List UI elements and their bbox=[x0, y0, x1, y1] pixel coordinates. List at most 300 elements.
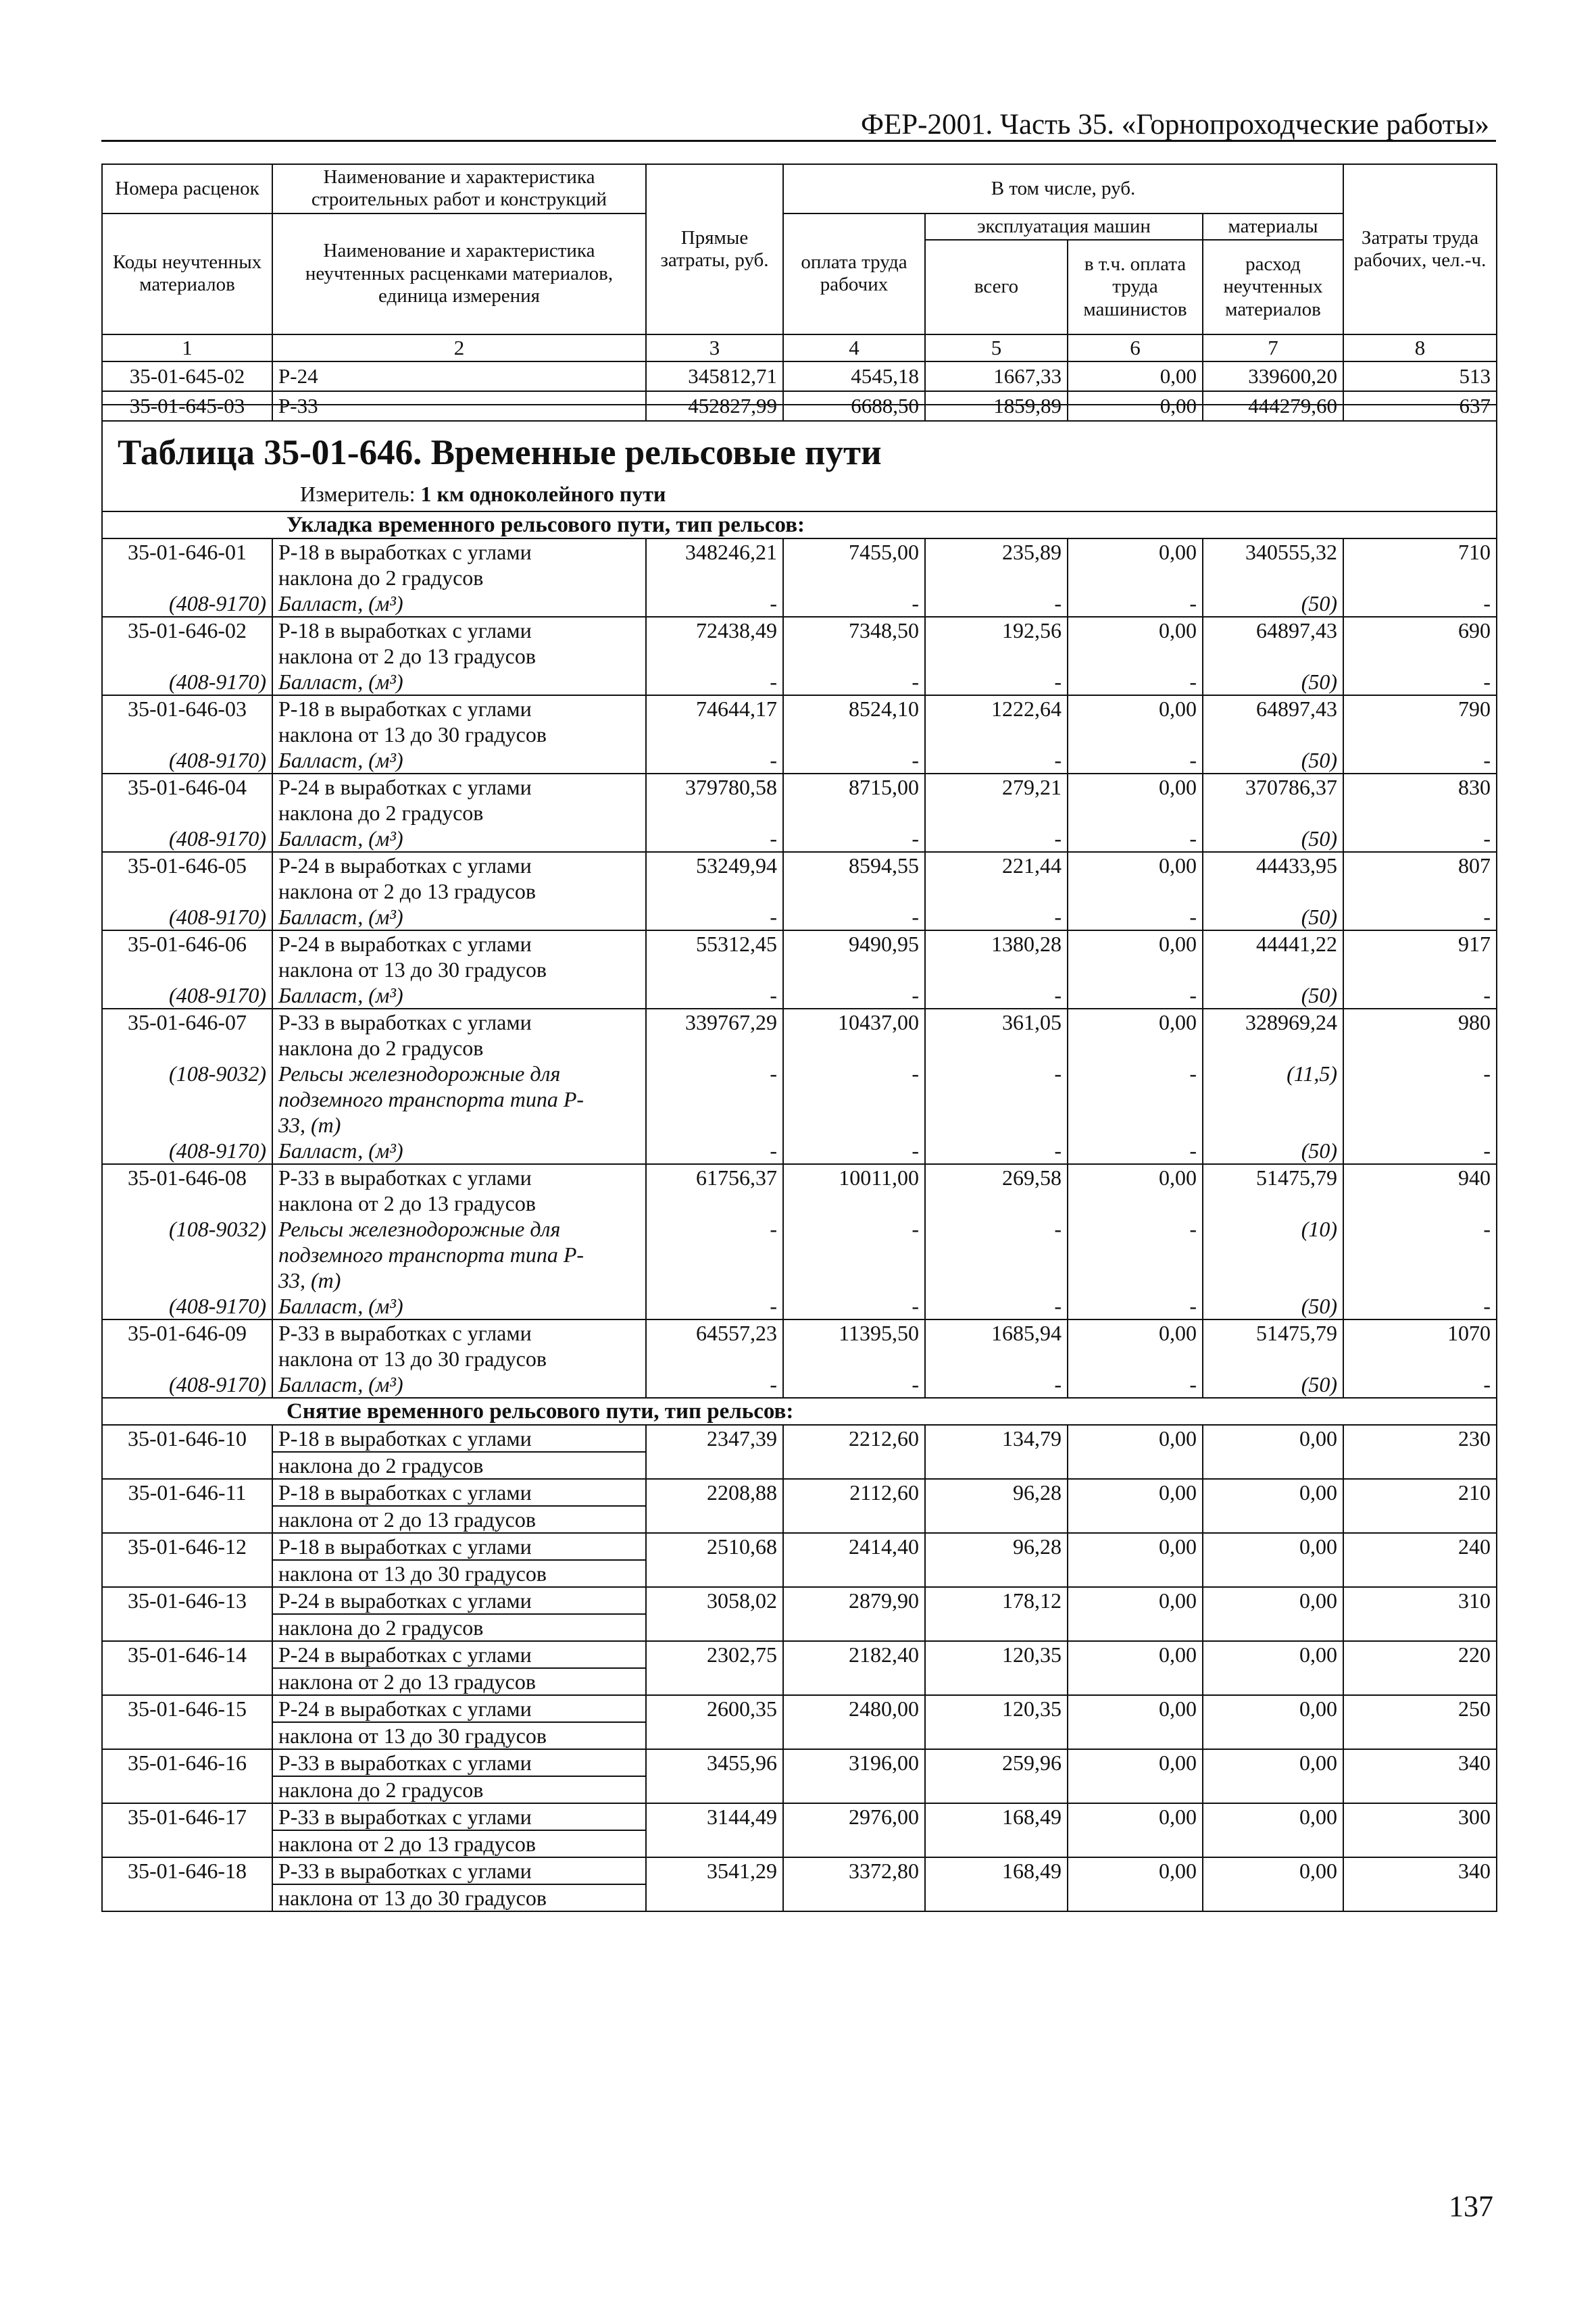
value-materials: 0,00 bbox=[1203, 1857, 1343, 1911]
spacer bbox=[925, 1035, 1068, 1061]
value-mach_labor: 0,00 bbox=[1068, 361, 1203, 391]
value-mach: 1222,64 bbox=[925, 695, 1068, 722]
rate-name: наклона до 2 градусов bbox=[272, 1614, 646, 1641]
value-mach: 1667,33 bbox=[925, 361, 1068, 391]
value-hours: 690 bbox=[1343, 617, 1497, 643]
table-title: Таблица 35-01-646. Временные рельсовые пути bbox=[118, 433, 882, 472]
table-row bbox=[102, 774, 1497, 800]
rate-name: Р-18 в выработках с углами bbox=[272, 1479, 646, 1506]
value-hours: 230 bbox=[1343, 1425, 1497, 1479]
material-qty: (50) bbox=[1203, 590, 1343, 617]
spacer bbox=[1343, 1112, 1497, 1138]
column-number: 6 bbox=[1068, 334, 1203, 361]
dash: - bbox=[1343, 669, 1497, 695]
spacer bbox=[1068, 878, 1203, 904]
rate-name: Р-18 в выработках с углами bbox=[272, 1425, 646, 1452]
value-labor: 2480,00 bbox=[783, 1695, 925, 1749]
value-mach: 178,12 bbox=[925, 1587, 1068, 1641]
dash: - bbox=[1343, 982, 1497, 1009]
materials-header: материалы bbox=[1203, 213, 1343, 240]
spacer bbox=[783, 1346, 925, 1372]
value-mach_labor: 0,00 bbox=[1068, 1533, 1203, 1587]
value-hours: 300 bbox=[1343, 1803, 1497, 1857]
value-direct: 53249,94 bbox=[646, 852, 783, 878]
value-hours: 940 bbox=[1343, 1164, 1497, 1190]
table-row bbox=[102, 1164, 1497, 1190]
spacer bbox=[1343, 1086, 1497, 1112]
spacer bbox=[925, 1086, 1068, 1112]
rate-name: наклона до 2 градусов bbox=[272, 800, 646, 826]
spacer bbox=[1068, 1346, 1203, 1372]
material-code: (408-9170) bbox=[102, 1138, 272, 1164]
value-mach: 192,56 bbox=[925, 617, 1068, 643]
header-rule bbox=[101, 140, 1496, 142]
rate-name: наклона до 2 градусов bbox=[272, 1035, 646, 1061]
rate-name: Р-24 в выработках с углами bbox=[272, 930, 646, 957]
value-hours: 340 bbox=[1343, 1857, 1497, 1911]
spacer bbox=[1203, 643, 1343, 669]
spacer bbox=[1068, 1086, 1203, 1112]
dash: - bbox=[1343, 1138, 1497, 1164]
rate-name: наклона до 2 градусов bbox=[272, 565, 646, 590]
material-name: подземного транспорта типа Р- bbox=[272, 1242, 646, 1267]
value-hours: 513 bbox=[1343, 361, 1497, 391]
spacer bbox=[646, 565, 783, 590]
dash: - bbox=[925, 1061, 1068, 1086]
rate-name: Р-33 в выработках с углами bbox=[272, 1857, 646, 1884]
material-code: (408-9170) bbox=[102, 1293, 272, 1319]
dash: - bbox=[1343, 1216, 1497, 1242]
col1-bottom-header: Коды неучтенных материалов bbox=[102, 213, 272, 334]
value-materials: 0,00 bbox=[1203, 1587, 1343, 1641]
col1-top-header: Номера расценок bbox=[102, 164, 272, 213]
spacer bbox=[646, 722, 783, 747]
value-labor: 2212,60 bbox=[783, 1425, 925, 1479]
material-qty: (50) bbox=[1203, 669, 1343, 695]
section-heading: Укладка временного рельсового пути, тип рельсов: bbox=[102, 511, 1497, 538]
value-materials: 44441,22 bbox=[1203, 930, 1343, 957]
table-row bbox=[102, 1749, 1497, 1776]
dash: - bbox=[783, 1293, 925, 1319]
dash: - bbox=[925, 826, 1068, 852]
dash: - bbox=[646, 1372, 783, 1398]
table-row bbox=[102, 1035, 1497, 1061]
spacer bbox=[1343, 1346, 1497, 1372]
material-code: (408-9170) bbox=[102, 590, 272, 617]
spacer bbox=[1343, 957, 1497, 982]
spacer bbox=[925, 643, 1068, 669]
rate-name: Р-24 в выработках с углами bbox=[272, 1587, 646, 1614]
value-materials: 64897,43 bbox=[1203, 695, 1343, 722]
spacer bbox=[102, 1086, 272, 1112]
value-hours: 340 bbox=[1343, 1749, 1497, 1803]
material-code: (108-9032) bbox=[102, 1216, 272, 1242]
rate-name: Р-33 в выработках с углами bbox=[272, 1009, 646, 1035]
spacer bbox=[646, 1190, 783, 1216]
value-hours: 240 bbox=[1343, 1533, 1497, 1587]
value-hours: 637 bbox=[1343, 391, 1497, 421]
measure-label: Измеритель: bbox=[300, 482, 421, 506]
dash: - bbox=[646, 982, 783, 1009]
spacer bbox=[925, 1112, 1068, 1138]
value-mach: 120,35 bbox=[925, 1695, 1068, 1749]
value-materials: 0,00 bbox=[1203, 1695, 1343, 1749]
spacer bbox=[646, 643, 783, 669]
rate-code: 35-01-646-03 bbox=[102, 695, 272, 722]
spacer bbox=[646, 1346, 783, 1372]
dash: - bbox=[1343, 590, 1497, 617]
dash: - bbox=[1068, 982, 1203, 1009]
spacer bbox=[925, 1190, 1068, 1216]
value-direct: 3058,02 bbox=[646, 1587, 783, 1641]
dash: - bbox=[925, 669, 1068, 695]
value-mach: 269,58 bbox=[925, 1164, 1068, 1190]
spacer bbox=[783, 722, 925, 747]
table-row bbox=[102, 617, 1497, 643]
rate-code: 35-01-646-14 bbox=[102, 1641, 272, 1695]
table-row bbox=[102, 852, 1497, 878]
material-qty: (11,5) bbox=[1203, 1061, 1343, 1086]
dash: - bbox=[925, 1138, 1068, 1164]
rate-code: 35-01-646-06 bbox=[102, 930, 272, 957]
col2-bottom-header: Наименование и характеристика неучтенных расценками материалов, единица измерения bbox=[272, 213, 646, 334]
spacer bbox=[102, 878, 272, 904]
spacer bbox=[102, 800, 272, 826]
rate-name: наклона до 2 градусов bbox=[272, 1452, 646, 1479]
spacer bbox=[1068, 957, 1203, 982]
material-name: 33, (т) bbox=[272, 1267, 646, 1293]
rate-name: Р-24 в выработках с углами bbox=[272, 852, 646, 878]
material-qty: (10) bbox=[1203, 1216, 1343, 1242]
value-mach: 96,28 bbox=[925, 1479, 1068, 1533]
rate-name: Р-18 в выработках с углами bbox=[272, 617, 646, 643]
material-qty: (50) bbox=[1203, 1293, 1343, 1319]
material-name: Балласт, (м³) bbox=[272, 590, 646, 617]
value-mach: 120,35 bbox=[925, 1641, 1068, 1695]
value-direct: 72438,49 bbox=[646, 617, 783, 643]
value-hours: 790 bbox=[1343, 695, 1497, 722]
value-mach: 259,96 bbox=[925, 1749, 1068, 1803]
spacer bbox=[1203, 1035, 1343, 1061]
value-materials: 0,00 bbox=[1203, 1803, 1343, 1857]
dash: - bbox=[1068, 826, 1203, 852]
rate-code: 35-01-646-05 bbox=[102, 852, 272, 878]
running-header: ФЕР-2001. Часть 35. «Горнопроходческие работы» bbox=[861, 109, 1489, 141]
value-direct: 74644,17 bbox=[646, 695, 783, 722]
spacer bbox=[1068, 1112, 1203, 1138]
material-name: Балласт, (м³) bbox=[272, 747, 646, 774]
value-direct: 3455,96 bbox=[646, 1749, 783, 1803]
dash: - bbox=[646, 1061, 783, 1086]
value-mach_labor: 0,00 bbox=[1068, 1425, 1203, 1479]
value-direct: 2510,68 bbox=[646, 1533, 783, 1587]
unaccounted-materials-header: расход неучтенных материалов bbox=[1203, 240, 1343, 334]
value-hours: 710 bbox=[1343, 538, 1497, 565]
table-row bbox=[102, 1857, 1497, 1884]
column-number: 5 bbox=[925, 334, 1068, 361]
value-labor: 2976,00 bbox=[783, 1803, 925, 1857]
value-materials: 51475,79 bbox=[1203, 1164, 1343, 1190]
dash: - bbox=[925, 1216, 1068, 1242]
value-hours: 210 bbox=[1343, 1479, 1497, 1533]
direct-costs-header: Прямые затраты, руб. bbox=[646, 164, 783, 334]
spacer bbox=[1203, 722, 1343, 747]
value-labor: 7348,50 bbox=[783, 617, 925, 643]
value-labor: 6688,50 bbox=[783, 391, 925, 421]
spacer bbox=[783, 1242, 925, 1267]
rate-name: Р-33 в выработках с углами bbox=[272, 1749, 646, 1776]
spacer bbox=[1343, 878, 1497, 904]
rate-name: Р-33 в выработках с углами bbox=[272, 1803, 646, 1830]
spacer bbox=[925, 1242, 1068, 1267]
dash: - bbox=[783, 904, 925, 930]
value-hours: 980 bbox=[1343, 1009, 1497, 1035]
table-row bbox=[102, 590, 1497, 617]
spacer bbox=[783, 800, 925, 826]
column-numbers-row bbox=[102, 334, 1497, 361]
spacer bbox=[102, 1190, 272, 1216]
spacer bbox=[1203, 800, 1343, 826]
laying-rows bbox=[102, 511, 1497, 1398]
value-mach_labor: 0,00 bbox=[1068, 391, 1203, 421]
spacer bbox=[102, 1242, 272, 1267]
table-row bbox=[102, 957, 1497, 982]
spacer bbox=[646, 800, 783, 826]
spacer bbox=[1203, 1112, 1343, 1138]
spacer bbox=[102, 722, 272, 747]
spacer bbox=[102, 1267, 272, 1293]
rate-name: Р-33 bbox=[272, 391, 646, 421]
spacer bbox=[783, 643, 925, 669]
rate-name: наклона от 13 до 30 градусов bbox=[272, 1722, 646, 1749]
value-mach_labor: 0,00 bbox=[1068, 1803, 1203, 1857]
spacer bbox=[102, 1346, 272, 1372]
rate-name: Р-33 в выработках с углами bbox=[272, 1164, 646, 1190]
spacer bbox=[925, 565, 1068, 590]
rate-code: 35-01-646-15 bbox=[102, 1695, 272, 1749]
material-name: Балласт, (м³) bbox=[272, 1293, 646, 1319]
dash: - bbox=[646, 826, 783, 852]
table-row bbox=[102, 1242, 1497, 1267]
dash: - bbox=[1068, 669, 1203, 695]
table-row bbox=[102, 904, 1497, 930]
value-materials: 44433,95 bbox=[1203, 852, 1343, 878]
dash: - bbox=[1068, 1061, 1203, 1086]
spacer bbox=[925, 957, 1068, 982]
value-labor: 4545,18 bbox=[783, 361, 925, 391]
value-labor: 2112,60 bbox=[783, 1479, 925, 1533]
value-hours: 310 bbox=[1343, 1587, 1497, 1641]
dash: - bbox=[783, 1216, 925, 1242]
dash: - bbox=[925, 904, 1068, 930]
rate-name: наклона от 13 до 30 градусов bbox=[272, 957, 646, 982]
material-name: Балласт, (м³) bbox=[272, 1138, 646, 1164]
value-mach_labor: 0,00 bbox=[1068, 1695, 1203, 1749]
rates-table bbox=[101, 404, 1497, 1912]
rate-name: Р-24 bbox=[272, 361, 646, 391]
spacer bbox=[1343, 643, 1497, 669]
value-mach: 1859,89 bbox=[925, 391, 1068, 421]
spacer bbox=[1068, 565, 1203, 590]
value-hours: 917 bbox=[1343, 930, 1497, 957]
dash: - bbox=[925, 1293, 1068, 1319]
rate-name: наклона от 2 до 13 градусов bbox=[272, 1190, 646, 1216]
value-direct: 61756,37 bbox=[646, 1164, 783, 1190]
table-row bbox=[102, 1346, 1497, 1372]
rate-code: 35-01-646-07 bbox=[102, 1009, 272, 1035]
value-materials: 444279,60 bbox=[1203, 391, 1343, 421]
spacer bbox=[783, 1035, 925, 1061]
rate-code: 35-01-646-16 bbox=[102, 1749, 272, 1803]
rate-code: 35-01-646-04 bbox=[102, 774, 272, 800]
value-direct: 2600,35 bbox=[646, 1695, 783, 1749]
column-number: 7 bbox=[1203, 334, 1343, 361]
table-row bbox=[102, 800, 1497, 826]
table-row bbox=[102, 747, 1497, 774]
spacer bbox=[1203, 1346, 1343, 1372]
value-mach_labor: 0,00 bbox=[1068, 1009, 1203, 1035]
spacer bbox=[1203, 565, 1343, 590]
value-mach_labor: 0,00 bbox=[1068, 1164, 1203, 1190]
spacer bbox=[925, 878, 1068, 904]
rate-name: наклона от 2 до 13 градусов bbox=[272, 1668, 646, 1695]
value-mach_labor: 0,00 bbox=[1068, 1857, 1203, 1911]
rate-code: 35-01-646-18 bbox=[102, 1857, 272, 1911]
spacer bbox=[646, 1242, 783, 1267]
material-code: (408-9170) bbox=[102, 1372, 272, 1398]
material-name: Балласт, (м³) bbox=[272, 669, 646, 695]
spacer bbox=[646, 957, 783, 982]
rate-name: наклона от 13 до 30 градусов bbox=[272, 722, 646, 747]
value-hours: 250 bbox=[1343, 1695, 1497, 1749]
spacer bbox=[102, 957, 272, 982]
spacer bbox=[1203, 1190, 1343, 1216]
spacer bbox=[783, 878, 925, 904]
material-qty: (50) bbox=[1203, 1372, 1343, 1398]
table-row bbox=[102, 1479, 1497, 1506]
table-row bbox=[102, 1398, 1497, 1425]
value-hours: 807 bbox=[1343, 852, 1497, 878]
spacer bbox=[925, 1346, 1068, 1372]
column-number: 1 bbox=[102, 334, 272, 361]
spacer bbox=[1203, 1242, 1343, 1267]
table-row bbox=[102, 538, 1497, 565]
value-materials: 328969,24 bbox=[1203, 1009, 1343, 1035]
dash: - bbox=[783, 826, 925, 852]
value-hours: 830 bbox=[1343, 774, 1497, 800]
dash: - bbox=[1068, 590, 1203, 617]
value-mach: 1380,28 bbox=[925, 930, 1068, 957]
dash: - bbox=[646, 590, 783, 617]
rate-code: 35-01-646-08 bbox=[102, 1164, 272, 1190]
measure-value: 1 км одноколейного пути bbox=[420, 482, 666, 506]
material-qty: (50) bbox=[1203, 1138, 1343, 1164]
dash: - bbox=[783, 747, 925, 774]
rate-name: наклона от 13 до 30 градусов bbox=[272, 1560, 646, 1587]
material-code: (408-9170) bbox=[102, 747, 272, 774]
table-row bbox=[102, 1061, 1497, 1086]
table-row bbox=[102, 1086, 1497, 1112]
value-direct: 55312,45 bbox=[646, 930, 783, 957]
value-labor: 8594,55 bbox=[783, 852, 925, 878]
material-name: Балласт, (м³) bbox=[272, 904, 646, 930]
rate-code: 35-01-646-17 bbox=[102, 1803, 272, 1857]
table-row bbox=[102, 1803, 1497, 1830]
spacer bbox=[1203, 878, 1343, 904]
value-labor: 3196,00 bbox=[783, 1749, 925, 1803]
column-number: 3 bbox=[646, 334, 783, 361]
value-mach: 235,89 bbox=[925, 538, 1068, 565]
spacer bbox=[1068, 800, 1203, 826]
material-name: 33, (т) bbox=[272, 1112, 646, 1138]
table-row bbox=[102, 361, 1497, 391]
value-labor: 8524,10 bbox=[783, 695, 925, 722]
spacer bbox=[783, 1190, 925, 1216]
rate-code: 35-01-646-11 bbox=[102, 1479, 272, 1533]
col2-top-header: Наименование и характеристика строительных работ и конструкций bbox=[272, 164, 646, 213]
dash: - bbox=[1068, 904, 1203, 930]
page-number: 137 bbox=[1449, 2190, 1493, 2223]
section-heading: Снятие временного рельсового пути, тип рельсов: bbox=[102, 1398, 1497, 1425]
material-qty: (50) bbox=[1203, 904, 1343, 930]
material-qty: (50) bbox=[1203, 982, 1343, 1009]
table-row bbox=[102, 722, 1497, 747]
value-mach_labor: 0,00 bbox=[1068, 538, 1203, 565]
value-materials: 0,00 bbox=[1203, 1425, 1343, 1479]
value-labor: 9490,95 bbox=[783, 930, 925, 957]
dash: - bbox=[1068, 747, 1203, 774]
material-name: Рельсы железнодорожные для bbox=[272, 1061, 646, 1086]
material-code: (408-9170) bbox=[102, 669, 272, 695]
value-mach: 361,05 bbox=[925, 1009, 1068, 1035]
spacer bbox=[1343, 800, 1497, 826]
column-number: 8 bbox=[1343, 334, 1497, 361]
rate-code: 35-01-645-03 bbox=[102, 391, 272, 421]
rate-name: наклона до 2 градусов bbox=[272, 1776, 646, 1803]
column-number: 2 bbox=[272, 334, 646, 361]
value-direct: 3541,29 bbox=[646, 1857, 783, 1911]
spacer bbox=[1343, 1267, 1497, 1293]
measure-unit bbox=[118, 481, 1482, 507]
value-mach_labor: 0,00 bbox=[1068, 1641, 1203, 1695]
dash: - bbox=[1343, 1061, 1497, 1086]
value-direct: 339767,29 bbox=[646, 1009, 783, 1035]
dash: - bbox=[1068, 1372, 1203, 1398]
value-direct: 2347,39 bbox=[646, 1425, 783, 1479]
dash: - bbox=[646, 1293, 783, 1319]
spacer bbox=[102, 643, 272, 669]
material-code: (408-9170) bbox=[102, 904, 272, 930]
dash: - bbox=[925, 1372, 1068, 1398]
labor-pay-header: оплата труда рабочих bbox=[783, 213, 925, 334]
labor-hours-header: Затраты труда рабочих, чел.-ч. bbox=[1343, 164, 1497, 334]
value-direct: 379780,58 bbox=[646, 774, 783, 800]
dash: - bbox=[1068, 1216, 1203, 1242]
dash: - bbox=[783, 982, 925, 1009]
spacer bbox=[1203, 1267, 1343, 1293]
value-mach_labor: 0,00 bbox=[1068, 1749, 1203, 1803]
material-qty: (50) bbox=[1203, 826, 1343, 852]
spacer bbox=[1343, 1035, 1497, 1061]
spacer bbox=[783, 957, 925, 982]
spacer bbox=[1068, 1035, 1203, 1061]
rate-name: наклона от 2 до 13 градусов bbox=[272, 878, 646, 904]
dash: - bbox=[1343, 826, 1497, 852]
table-row bbox=[102, 878, 1497, 904]
spacer bbox=[102, 1112, 272, 1138]
table-row bbox=[102, 1190, 1497, 1216]
value-labor: 2879,90 bbox=[783, 1587, 925, 1641]
